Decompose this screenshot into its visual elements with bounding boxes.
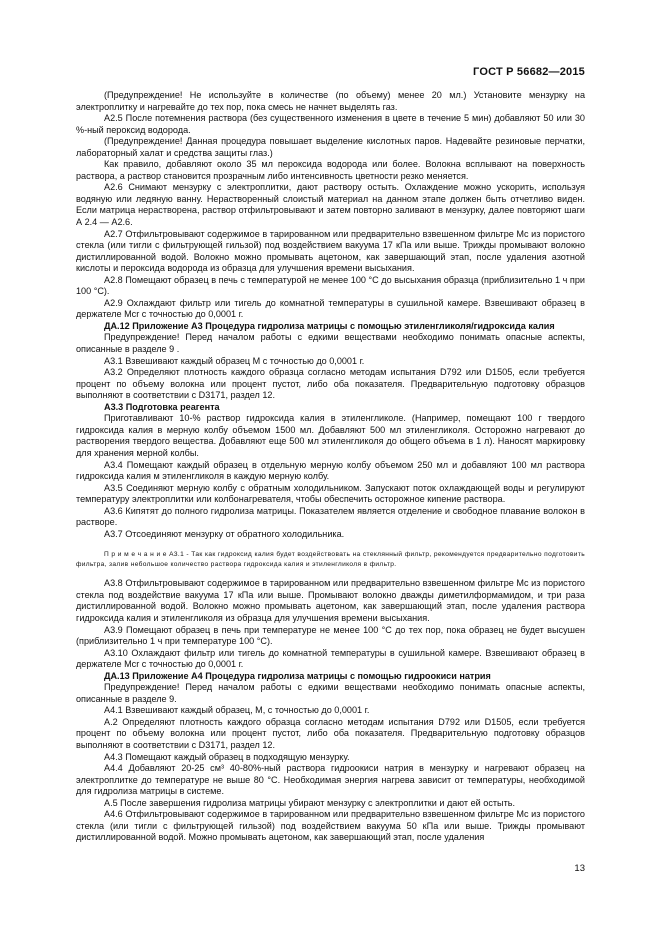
paragraph: А3.8 Отфильтровывают содержимое в тарированном или предварительно взвешенном фильтре Mс из пористого стекла под воздействие вакуума 17 кПа или выше. Промывают волокно дважды диметилформамидом, и три раза дистиллированной водой. Волокно можно промывать ацетоном, как завершающий этап, после удаления раствора гидроксида калия и этиленгликоля из образца для улучшения времени высыхания. [76,578,585,623]
section-heading: ДА.13 Приложение А4 Процедура гидролиза матрицы с помощью гидроокиси натрия [104,670,491,681]
subsection-heading: А3.3 Подготовка реагента [104,401,220,412]
paragraph: А2.7 Отфильтровывают содержимое в тарированном или предварительно взвешенном фильтре Mс из пористого стекла (или тигли с фильтрующей гильзой) под воздействием вакуума 17 кПа или выше. Трижды промывают волокно дистиллированной водой. Волокно можно промывать ацетоном, как завершающий этап, после удаления азотной кислоты и пероксида водорода из образца для улучшения времени высыхания. [76,228,585,274]
paragraph: А2.5 После потемнения раствора (без существенного изменения в цвете в течение 5 мин) добавляют 50 или 30 %-ный пероксид водорода. [76,113,585,135]
paragraph: А2.8 Помещают образец в печь с температурой не менее 100 °С до высыхания образца (приблизительно 1 ч при 100 °С). [76,274,585,297]
paragraph: А3.7 Отсоединяют мензурку от обратного холодильника. [104,528,345,539]
paragraph: А.5 После завершения гидролиза матрицы убирают мензурку с электроплитки и дают ей остыть. [104,797,516,808]
paragraph: А3.10 Охлаждают фильтр или тигель до комнатной температуры в сушильной камере. Взвешивают образец в держателе Mcr с точностью до 0,0001 г. [76,647,585,670]
paragraph: А4.6 Отфильтровывают содержимое в тарированном или предварительно взвешенном фильтре Mс из пористого стекла (или тигли с фильтрующей гильзой) под воздействием вакуума 50 кПа или выше. Трижды промывают дистиллированной водой. Можно промывать ацетоном, как завершающий этап, после удаления [76,809,585,843]
paragraph: А3.5 Соединяют мерную колбу с обратным холодильником. Запускают поток охлаждающей воды и регулируют температуру электроплитки или колбонагревателя, чтобы обеспечить осторожное кипение раствора. [76,482,585,505]
paragraph: А3.6 Кипятят до полного гидролиза матрицы. Показателем является отделение и свободное плавание волокон в растворе. [76,505,585,528]
paragraph: (Предупреждение! Не используйте в количестве (по объему) менее 20 мл.) Установите мензурку на электроплитку и нагревайте до тех пор, пока смесь не начнет выделять газ. [76,90,585,112]
paragraph: А3.9 Помещают образец в печь при температуре не менее 100 °С до тех пор, пока образец не будет высушен (приблизительно 1 ч при температуре 100 °С). [76,624,585,647]
document-header-standard-code: ГОСТ Р 56682—2015 [473,66,585,78]
paragraph: А4.3 Помещают каждый образец в подходящую мензурку. [104,751,350,762]
paragraph: А3.4 Помещают каждый образец в отдельную мерную колбу объемом 250 мл и добавляют 100 мл раствора гидроксида калия м этиленгликоля в каждую мерную колбу. [76,459,585,482]
section-heading: ДА.12 Приложение А3 Процедура гидролиза матрицы с помощью этиленгликоля/гидроксида калия [104,320,555,331]
note: П р и м е ч а н и е А3.1 - Так как гидроксид калия будет воздействовать на стеклянный фильтр, рекомендуется предварительно подготовить фильтра, залив небольшое количество раствора гидроксида калия и этиленгликоля в фильтр. [76,551,585,569]
paragraph: Приготавливают 10-% раствор гидроксида калия в этиленгликоле. (Например, помещают 100 г твердого гидроксида калия в мерную колбу объемом 1500 мл. Добавляют 500 мл этиленгликоля. Осторожно нагревают до растворения твердого вещества. Добавляют еще 500 мл этиленгликоля до общего объема в 1 л). Наносят маркировку для хранения мерной колбы. [76,413,585,458]
paragraph: Как правило, добавляют около 35 мл пероксида водорода или более. Волокна всплывают на поверхность раствора, а раствор становится прозрачным либо интенсивность цветности резко меняется. [76,159,585,181]
document-body [76,90,585,844]
paragraph: А.2 Определяют плотность каждого образца согласно методам испытания D792 или D1505, если требуется процент по объему волокна или процент пустот, либо оба показателя. Предварительную подготовку образцов выполняют в соответствии с D3171, раздел 12. [76,716,585,750]
paragraph: Предупреждение! Перед началом работы с едкими веществами необходимо понимать опасные аспекты, описанные в разделе 9. [76,682,585,704]
paragraph: А2.9 Охлаждают фильтр или тигель до комнатной температуры в сушильной камере. Взвешивают образец в держателе Mcr с точностью до 0,0001 г. [76,297,585,320]
paragraph: А2.6 Снимают мензурку с электроплитки, дают раствору остыть. Охлаждение можно ускорить, используя водяную или ледяную ванну. Нерастворенный слоистый материал на данном этапе должен быть отчетливо виден. Если матрица нерастворена, раствор отфильтровывают и затем повторно заливают в мензурку, далее повторяют шаги А 2.4 — А2.6. [76,182,585,228]
paragraph: (Предупреждение! Данная процедура повышает выделение кислотных паров. Надевайте резиновые перчатки, лабораторный халат и средства защиты глаз.) [76,136,585,158]
paragraph: А4.4 Добавляют 20-25 см³ 40-80%-ный раствора гидроокиси натрия в мензурку и нагревают образец на электроплитке до температуре не выше 80 °С. Необходимая энергия нагрева зависит от температуры, необходимой для гидролиза матрицы в системе. [76,763,585,797]
paragraph: А3.2 Определяют плотность каждого образца согласно методам испытания D792 или D1505, если требуется процент по объему волокна или процент пустот, либо оба показателя. Предварительную подготовку образцов выполняют в соответствии с D3171, раздел 12. [76,367,585,401]
page-number: 13 [574,863,585,874]
paragraph: А3.1 Взвешивают каждый образец М с точностью до 0,0001 г. [104,355,365,366]
paragraph: Предупреждение! Перед началом работы с едкими веществами необходимо понимать опасные аспекты, описанные в разделе 9 . [76,332,585,355]
paragraph: А4.1 Взвешивают каждый образец, М, с точностью до 0,0001 г. [104,705,370,716]
